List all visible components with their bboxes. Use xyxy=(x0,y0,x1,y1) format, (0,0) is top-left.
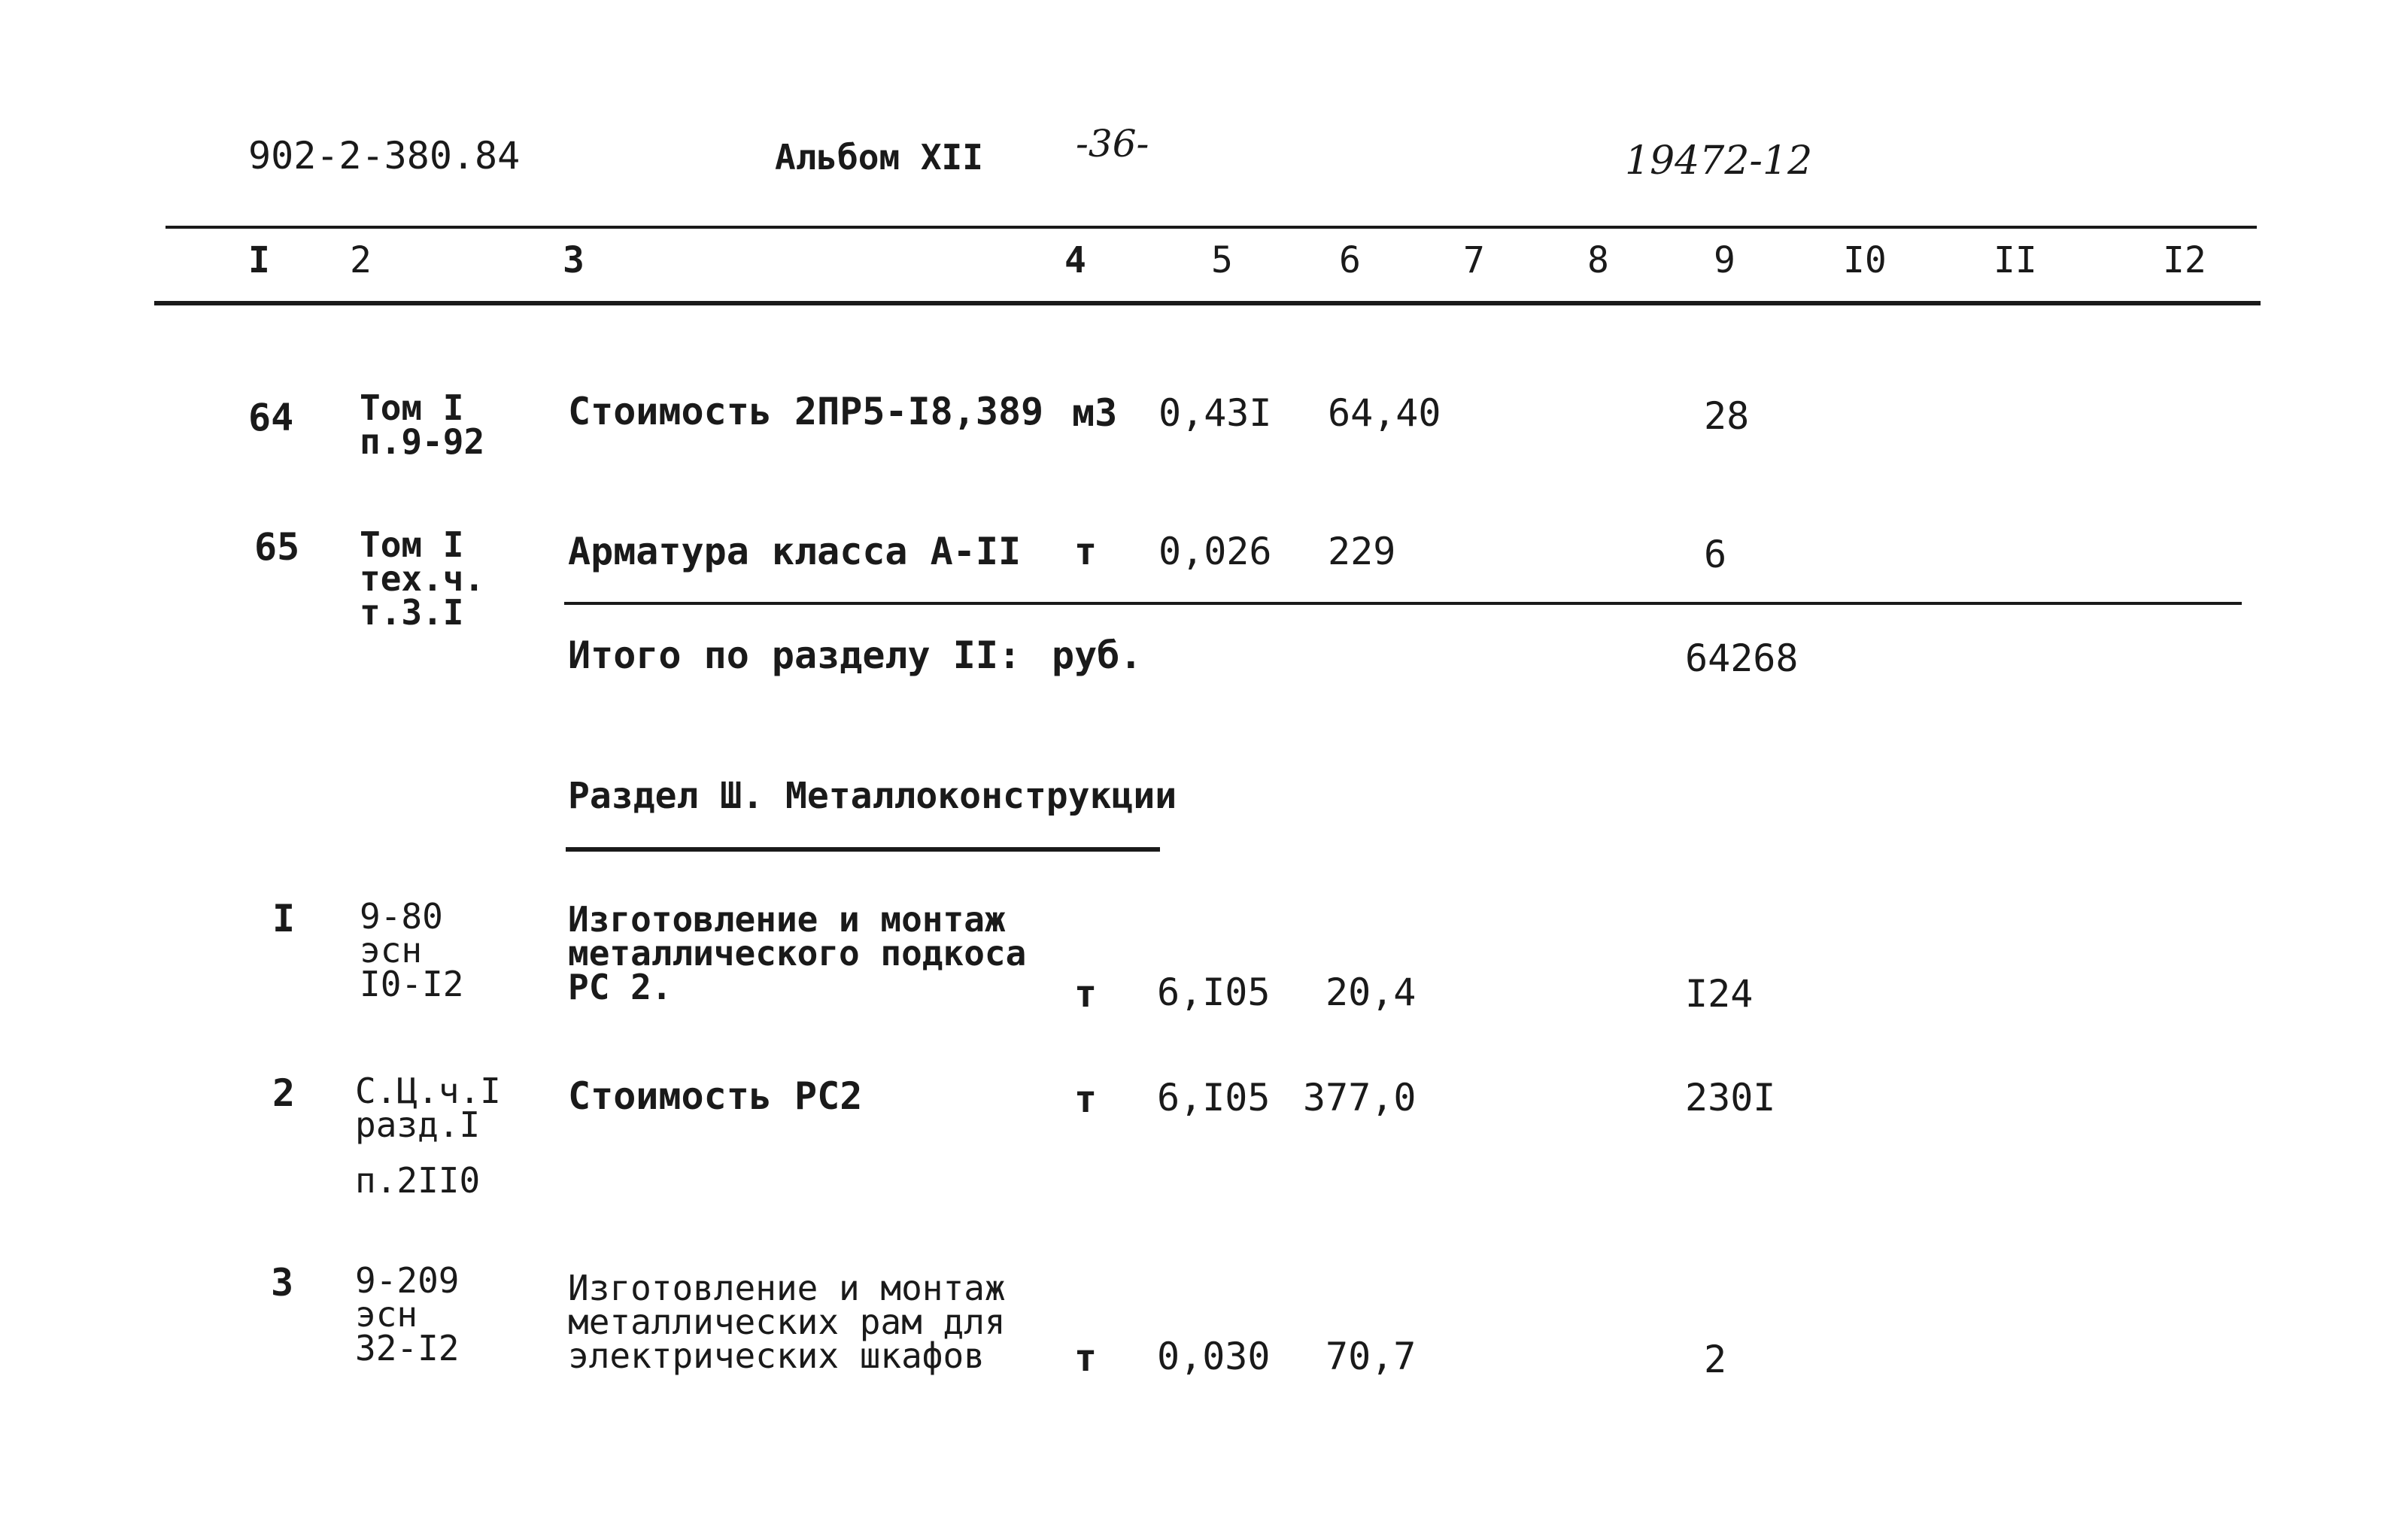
column-header-6: 6 xyxy=(1339,239,1361,281)
table-row-unit: т xyxy=(1074,1077,1098,1121)
column-header-8: 8 xyxy=(1587,239,1609,281)
table-row-reference: 9-209 эсн 32-I2 xyxy=(355,1260,460,1369)
section-title: Раздел Ш. Металлоконструкции xyxy=(568,775,1177,817)
column-header-7: 7 xyxy=(1463,239,1485,281)
column-header-5: 5 xyxy=(1211,239,1233,281)
table-row-price: 377,0 xyxy=(1303,1076,1417,1119)
column-header-11: II xyxy=(1994,239,2037,281)
table-row-number: 3 xyxy=(271,1261,294,1305)
table-row-quantity: 6,I05 xyxy=(1157,971,1271,1014)
table-row-quantity: 6,I05 xyxy=(1157,1076,1271,1119)
column-header-1: I xyxy=(248,239,270,281)
header-bottom-rule xyxy=(154,301,2261,305)
page-number: -36- xyxy=(1076,122,1149,166)
table-row-total: 28 xyxy=(1704,394,1750,438)
table-row-name: Изготовление и монтаж металлического подкоса РС 2. xyxy=(568,899,1027,1008)
column-header-3: 3 xyxy=(563,239,585,281)
table-row-name: Стоимость РС2 xyxy=(568,1074,863,1118)
column-header-10: I0 xyxy=(1843,239,1887,281)
header-top-rule xyxy=(165,226,2257,229)
column-header-12: I2 xyxy=(2163,239,2206,281)
table-row-quantity: 0,43I xyxy=(1158,391,1272,435)
column-header-9: 9 xyxy=(1714,239,1735,281)
document-code: 19472-12 xyxy=(1625,138,1813,184)
table-row-unit: т xyxy=(1074,972,1098,1016)
table-row-quantity: 0,026 xyxy=(1158,530,1272,573)
table-row-price: 20,4 xyxy=(1325,971,1417,1014)
table-row-reference: С.Ц.ч.I разд.I xyxy=(355,1071,501,1146)
table-row-total: I24 xyxy=(1685,972,1754,1016)
table-row-reference: Том I тех.ч. т.3.I xyxy=(360,524,485,633)
table-row-number: 64 xyxy=(248,396,294,439)
column-header-4: 4 xyxy=(1064,239,1086,281)
column-header-2: 2 xyxy=(350,239,372,281)
table-row-total: 2 xyxy=(1704,1338,1727,1381)
subtotal-value: 64268 xyxy=(1685,636,1799,680)
table-row-number: I xyxy=(272,897,296,940)
subtotal-unit: руб. xyxy=(1052,633,1143,677)
table-row-reference-extra: п.2II0 xyxy=(355,1160,481,1201)
table-row-total: 230I xyxy=(1685,1076,1776,1119)
table-row-reference: 9-80 эсн I0-I2 xyxy=(360,896,464,1005)
table-row-price: 64,40 xyxy=(1328,391,1441,435)
table-row-name: Изготовление и монтаж металлических рам для электрических шкафов xyxy=(568,1268,1006,1377)
table-row-reference: Том I п.9-92 xyxy=(360,387,485,463)
subtotal-rule xyxy=(564,602,2242,605)
table-row-unit: м3 xyxy=(1072,391,1118,435)
document-number: 902-2-380.84 xyxy=(248,134,521,178)
album-label: Альбом XII xyxy=(775,137,983,178)
table-row-number: 65 xyxy=(254,525,300,569)
table-row-price: 229 xyxy=(1328,530,1396,573)
subtotal-label: Итого по разделу II: xyxy=(568,633,1022,677)
table-row-unit: т xyxy=(1074,530,1098,573)
table-row-number: 2 xyxy=(272,1071,296,1115)
table-row-name: Стоимость 2ПР5-I8,389 xyxy=(568,390,1044,433)
table-row-total: 6 xyxy=(1704,533,1727,576)
table-row-name: Арматура класса А-II xyxy=(568,530,1022,573)
table-row-price: 70,7 xyxy=(1325,1335,1417,1378)
section-title-underline xyxy=(566,847,1160,852)
table-row-unit: т xyxy=(1074,1336,1098,1380)
table-row-quantity: 0,030 xyxy=(1157,1335,1271,1378)
